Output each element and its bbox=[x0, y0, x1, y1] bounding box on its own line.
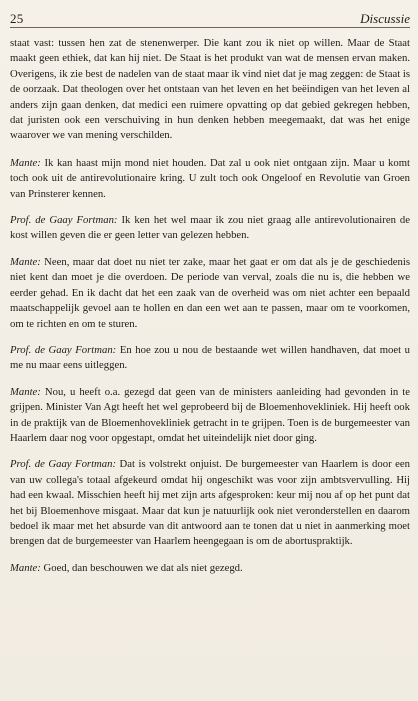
dialogue-paragraph-prof-2 bbox=[10, 343, 410, 374]
dialogue-paragraph-mante-4 bbox=[10, 561, 410, 576]
speaker-label: Prof. de Gaay Fortman: bbox=[10, 458, 117, 471]
paragraph-text: En hoe zou u nou de bestaande wet willen handhaven, dat moet u me nu maar eens uitleggen. bbox=[10, 343, 410, 372]
speaker-label: Mante: bbox=[10, 561, 41, 574]
dialogue-paragraph-mante-1 bbox=[10, 156, 410, 202]
speaker-label: Mante: bbox=[10, 255, 41, 268]
paragraph-text: Nou, u heeft o.a. gezegd dat geen van de ministers aanleiding had gevonden in te grijpen. Minister Van Agt heeft het wel geprobeerd bij de Bloemenhovekliniek. Hij heeft ook in de praktijk van de Bloemenhovekliniek getracht in te grijpen. Toen is de burgemeester van Haarlem daar nog voor opgestapt, omdat het uiteindelijk niet door ging. bbox=[10, 385, 410, 444]
speaker-label: Prof. de Gaay Fortman: bbox=[10, 214, 118, 227]
paragraph-text: Dat is volstrekt onjuist. De burgemeester van Haarlem is door een van uw collega's totaal afgekeurd omdat hij ongeschikt was voor zijn ambtsvervulling. Hij had een kwaal. Misschien heeft hij met zijn arts afgesproken: keur mij nou af op het punt dat het bij Bloemenhove misgaat. Maar dat kun je natuurlijk ook niet veronderstellen en daarom bedoel ik maar met het absurde van dit antwoord aan te tonen dat u niet in aanmerking moet brengen dat de burgemeester van Haarlem heengegaan is om de abortuspraktijk. bbox=[10, 458, 410, 548]
dialogue-paragraph-prof-3 bbox=[10, 457, 410, 549]
paragraph-text: Goed, dan beschouwen we dat als niet gezegd. bbox=[40, 561, 243, 574]
dialogue-paragraph-prof-1 bbox=[10, 213, 410, 244]
dialogue-paragraph-mante-2 bbox=[10, 255, 410, 332]
paragraph-text: staat vast: tussen hen zat de stenenwerper. Die kant zou ik niet op willen. Maar de Staat maakt geen ethiek, dat kan hij niet. De Staat is het produkt van wat de mensen ervan maken. Overigens, ik zie best de nadelen van de staat maar ik vind niet dat je mag zeggen: de Staat is de oorzaak. Dat theologen over het ontstaan van het leven en het beëindigen van het leven al anders zijn gaan denken, dat medici een ruimere opvatting op dat gebied gekregen hebben, dat juristen ook een verschuiving in hun denken hebben meegemaakt, dat was het enige waarover we van mening verschilden. bbox=[10, 37, 410, 142]
speaker-label: Mante: bbox=[10, 156, 41, 169]
section-title: Discussie bbox=[360, 11, 410, 26]
paragraph-text: Neen, maar dat doet nu niet ter zake, maar het gaat er om dat als je de geschiedenis niet kent dan moet je die overdoen. De periode van verval, zoals die nu is, die hebben we eerder gehad. En ik dacht dat het een zaak van de overheid was om niet achter een bepaald maatschappelijk gevoel aan te hollen en dan een wet aan te passen, maar om te voorkomen, om te richten en om te sturen. bbox=[10, 255, 410, 330]
paragraph-intro bbox=[10, 36, 410, 144]
speaker-label: Prof. de Gaay Fortman: bbox=[10, 343, 117, 356]
speaker-label: Mante: bbox=[10, 385, 41, 398]
page-header bbox=[10, 5, 410, 28]
document-body bbox=[10, 36, 410, 576]
dialogue-paragraph-mante-3 bbox=[10, 385, 410, 447]
page-number: 25 bbox=[10, 11, 24, 26]
paragraph-text: Ik kan haast mijn mond niet houden. Dat zal u ook niet ontgaan zijn. Maar u komt toch ook uit de antirevolutionaire kring. U zult toch ook Ongeloof en Revolutie van Groen van Prinsterer kennen. bbox=[10, 156, 410, 200]
paragraph-text: Ik ken het wel maar ik zou niet graag alle antirevolutionairen de kost willen geven die er geen letter van gelezen hebben. bbox=[10, 214, 410, 242]
